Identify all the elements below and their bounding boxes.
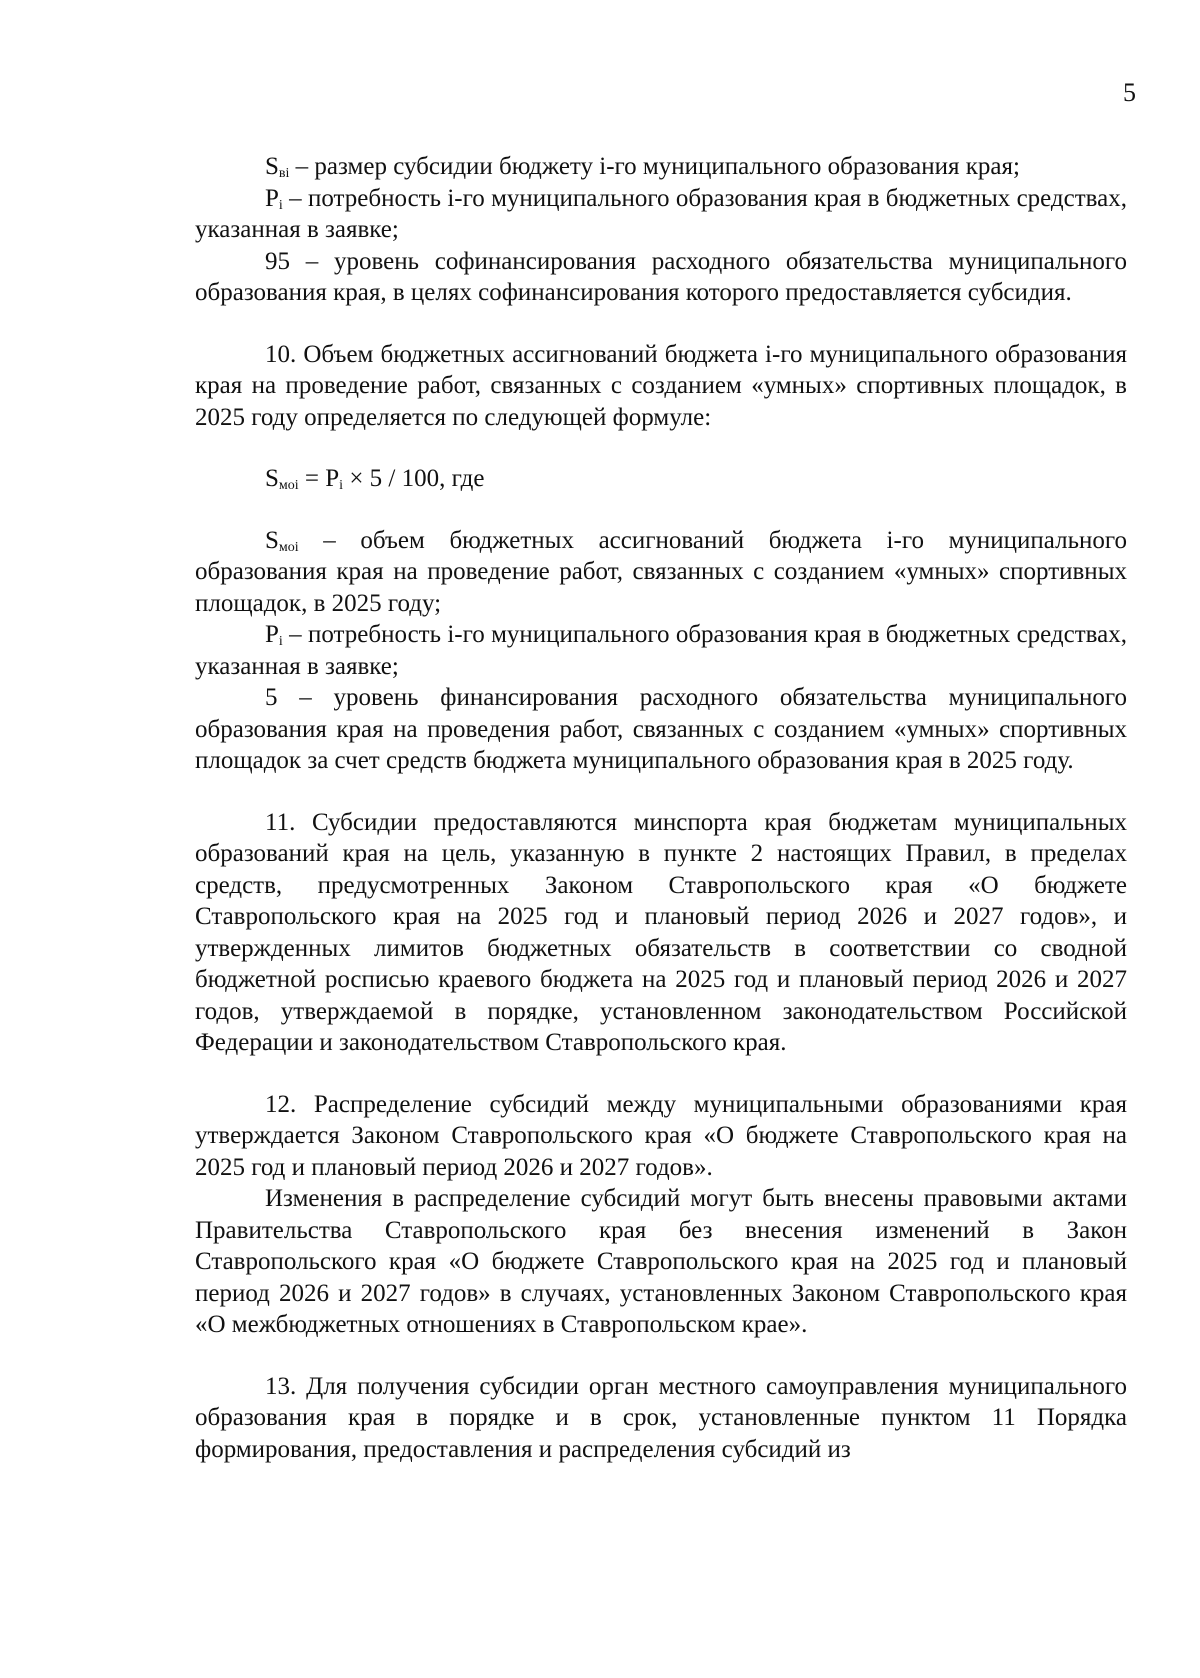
definition-sbi [195,151,1127,183]
definition-level-5: 5 – уровень финансирования расходного обязательства муниципального образования края на проведения работ, связанных с созданием «умных» спортивных площадок за счет средств бюджета муниципального образования края в 2025 году. [195,684,1127,774]
symbol-subscript: i [339,478,344,493]
symbol-subscript: вi [278,166,290,181]
definition-text: – размер субсидии бюджету i-го муниципального образования края; [289,153,1020,180]
symbol-p: P [265,184,279,212]
definition-pi-2 [195,619,1127,682]
definition-text: – потребность i-го муниципального образования края в бюджетных средствах, указанная в заявке; [195,184,1127,243]
symbol-s: S [265,526,279,554]
paragraph-item-12-changes: Изменения в распределение субсидий могут быть внесены правовыми актами Правительства Ставропольского края без внесения изменений в Закон Ставропольского края «О бюджете Ставропольского края на 2025 год и плановый период 2026 и 2027 годов» в случаях, установленных Законом Ставропольского края «О межбюджетных отношениях в Ставропольском крае». [195,1185,1127,1338]
paragraph-item-10: 10. Объем бюджетных ассигнований бюджета i-го муниципального образования края на проведение работ, связанных с созданием «умных» спортивных площадок, в 2025 году определяется по следующей формуле: [195,340,1127,431]
paragraph-item-13: 13. Для получения субсидии орган местного самоуправления муниципального образования края в порядке и в срок, установленные пунктом 11 Порядка формирования, предоставления и распределения субсидий из [195,1372,1127,1463]
symbol-subscript: моi [278,539,299,555]
formula-rest: × 5 / 100, где [343,465,485,492]
formula-equals: = [298,465,326,492]
definition-text: – объем бюджетных ассигнований бюджета i-го муниципального образования края на проведение работ, связанных с созданием «умных» спортивных площадок, в 2025 году; [195,526,1127,617]
symbol-subscript: i [278,197,283,213]
paragraph-item-11: 11. Субсидии предоставляются минспорта края бюджетам муниципальных образований края на цель, указанную в пункте 2 настоящих Правил, в пределах средств, предусмотренных Законом Ставропольского края «О бюджете Ставропольского края на 2025 год и плановый период 2026 и 2027 годов», и утвержденных лимитов бюджетных обязательств в соответствии со сводной бюджетной росписью краевого бюджета на 2025 год и плановый период 2026 и 2027 годов, утверждаемой в порядке, установленном законодательством Российской Федерации и законодательством Ставропольского края. [195,808,1127,1056]
page-number: 5 [1123,78,1136,107]
symbol-p: P [265,621,279,648]
symbol-s: S [265,465,279,492]
definition-text: – потребность i-го муниципального образования края в бюджетных средствах, указанная в заявке; [195,621,1127,680]
symbol-p: P [325,465,340,492]
definition-smoi [195,525,1127,620]
definition-pi [195,183,1127,246]
symbol-subscript: моi [278,478,299,493]
symbol-subscript: i [278,634,283,649]
symbol-s: S [265,153,279,180]
paragraph-item-12: 12. Распределение субсидий между муниципальными образованиями края утверждается Законом Ставропольского края «О бюджете Ставропольского края на 2025 год и плановый период 2026 и 2027 годов». [195,1090,1127,1181]
formula-smoi [195,463,1127,495]
definition-level-95: 95 – уровень софинансирования расходного обязательства муниципального образования края, в целях софинансирования которого предоставляется субсидия. [195,247,1127,306]
document-body [195,151,1127,1465]
